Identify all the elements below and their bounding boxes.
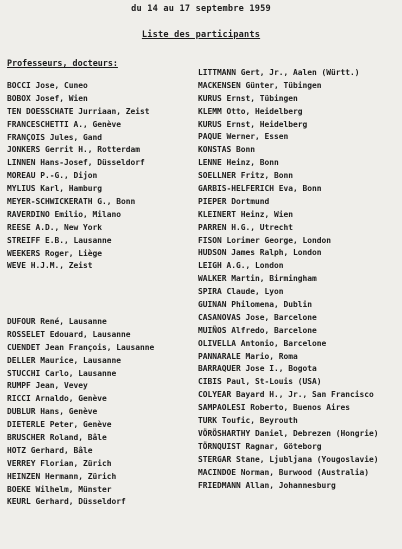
participant-entry: PANNARALE Mario, Roma — [198, 351, 298, 361]
participant-entry: KEURL Gerhard, Düsseldorf — [7, 497, 126, 507]
participants-left-group-b — [7, 316, 197, 509]
participant-entry: VERREY Florian, Zürich — [7, 458, 112, 468]
participant-entry: BARRAQUER Jose I., Bogota — [198, 364, 317, 374]
participant-entry: PAQUE Werner, Essen — [198, 132, 289, 142]
section-title: Professeurs, docteurs: — [7, 58, 118, 68]
participant-entry: VÖRÖSHARTHY Daniel, Debrezen (Hongrie) — [198, 428, 379, 438]
participant-entry: LITTMANN Gert, Jr., Aalen (Württ.) — [198, 68, 360, 77]
participant-entry: KURUS Ernst, Tübingen — [198, 93, 298, 103]
participant-entry: KURUS Ernst, Heidelberg — [198, 119, 308, 129]
participant-entry: BOCCI Jose, Cuneo — [7, 81, 88, 90]
participant-entry: OLIVELLA Antonio, Barcelone — [198, 338, 327, 348]
participant-entry: DIETERLE Peter, Genève — [7, 420, 112, 430]
participant-entry: LINNEN Hans-Josef, Düsseldorf — [7, 158, 145, 168]
participant-entry: TÖRNQUIST Ragnar, Göteborg — [198, 441, 322, 451]
participant-entry: SOELLNER Fritz, Bonn — [198, 171, 294, 181]
participant-entry: PARREN H.G., Utrecht — [198, 222, 294, 232]
participant-entry: BOEKE Wilhelm, Münster — [7, 484, 112, 494]
participants-left-group-a — [7, 80, 197, 273]
participant-entry: CASANOVAS Jose, Barcelone — [198, 312, 317, 322]
participant-entry: FRIEDMANN Allan, Johannesburg — [198, 480, 336, 490]
participant-entry: STERGAR Stane, Ljubljana (Yougoslavie) — [198, 454, 379, 464]
participant-entry: TURK Toufic, Beyrouth — [198, 416, 298, 426]
participant-entry: RUMPF Jean, Vevey — [7, 381, 88, 391]
participant-entry: MEYER-SCHWICKERATH G., Bonn — [7, 197, 136, 207]
participant-entry: KONSTAS Bonn — [198, 145, 256, 155]
participant-entry: MYLIUS Karl, Hamburg — [7, 184, 103, 194]
participant-entry: BRUSCHER Roland, Bâle — [7, 433, 107, 443]
participant-entry: STUCCHI Carlo, Lausanne — [7, 368, 117, 378]
list-title: Liste des participants — [141, 30, 261, 40]
participant-entry: LENNE Heinz, Bonn — [198, 158, 279, 168]
participant-entry: FRANCESCHETTI A., Genève — [7, 119, 122, 129]
participant-entry: KLEINERT Heinz, Wien — [198, 209, 294, 219]
participant-entry: REESE A.D., New York — [7, 222, 103, 232]
participant-entry: COLYEAR Bayard H., Jr., San Francisco — [198, 390, 374, 400]
participant-entry: WEVE H.J.M., Zeist — [7, 261, 93, 271]
participant-entry: FISON Lorimer George, London — [198, 235, 332, 245]
participant-entry: HOTZ Gerhard, Bâle — [7, 445, 93, 455]
meeting-dates: du 14 au 17 septembre 1959 — [131, 4, 271, 14]
participant-entry: KLEMM Otto, Heidelberg — [198, 106, 303, 116]
participant-entry: RAVERDINO Emilio, Milano — [7, 209, 122, 219]
participant-entry: JONKERS Gerrit H., Rotterdam — [7, 145, 141, 155]
participant-entry: HEINZEN Hermann, Zürich — [7, 471, 117, 481]
participant-entry: DELLER Maurice, Lausanne — [7, 355, 122, 365]
participant-entry: MACKENSEN Günter, Tübingen — [198, 80, 322, 90]
participant-entry: WALKER Martin, Birmingham — [198, 274, 317, 284]
participant-entry: HUDSON James Ralph, London — [198, 248, 322, 258]
participant-entry: LEIGH A.G., London — [198, 261, 284, 271]
participant-entry: CIBIS Paul, St-Louis (USA) — [198, 377, 322, 387]
participant-entry: STREIFF E.B., Lausanne — [7, 235, 112, 245]
participant-entry: MUIÑOS Alfredo, Barcelone — [198, 325, 317, 335]
participant-entry: MACINDOE Norman, Burwood (Australia) — [198, 467, 370, 477]
participant-entry: ROSSELET Edouard, Lausanne — [7, 329, 131, 339]
participant-entry: RICCI Arnaldo, Genève — [7, 394, 107, 404]
participant-entry: GUINAN Philomena, Dublin — [198, 300, 313, 310]
participant-entry: BOBOX Josef, Wien — [7, 93, 88, 103]
participant-entry: WEEKERS Roger, Liège — [7, 248, 103, 258]
participant-entry: SAMPAOLESI Roberto, Buenos Aires — [198, 403, 351, 413]
participant-entry: DUBLUR Hans, Genève — [7, 407, 98, 417]
participants-right-column — [198, 67, 400, 492]
participant-entry: SPIRA Claude, Lyon — [198, 287, 284, 297]
participant-entry: TEN DOESSCHATE Jurriaan, Zeist — [7, 106, 150, 116]
participant-entry: PIEPER Dortmund — [198, 196, 270, 206]
participant-entry: CUENDET Jean François, Lausanne — [7, 342, 155, 352]
participant-entry: DUFOUR René, Lausanne — [7, 317, 107, 326]
participant-entry: MOREAU P.-G., Dijon — [7, 171, 98, 181]
participant-entry: GARBIS-HELFERICH Eva, Bonn — [198, 184, 322, 194]
participant-entry: FRANÇOIS Jules, Gand — [7, 132, 103, 142]
